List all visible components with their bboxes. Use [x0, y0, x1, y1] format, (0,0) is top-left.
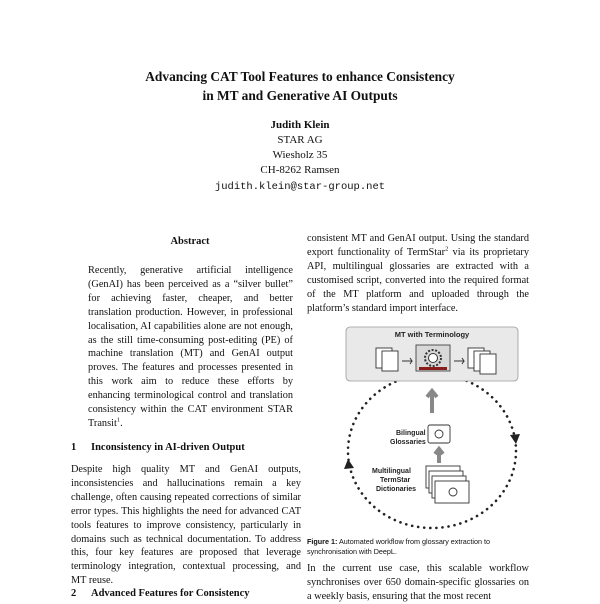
author-affiliation: STAR AG [277, 134, 323, 146]
right-paragraph-1 [307, 232, 529, 315]
title-line-1: Advancing CAT Tool Features to enhance Consistency [145, 69, 455, 84]
abstract-heading: Abstract [170, 236, 210, 247]
workflow-figure [332, 323, 532, 533]
abstract-body [88, 264, 293, 431]
mt-terminology-label: MT with Terminology [394, 330, 470, 339]
document-stack-icon [376, 348, 398, 371]
dictionary-stack-icon [426, 466, 469, 503]
figure-caption [307, 537, 532, 556]
paper-title [0, 67, 600, 105]
abstract-text: Recently, generative artificial intelligence (GenAI) has been perceived as a “silver bullet” for achieving faster, cheaper, and better translation production. However, in professional localisation, AI capabilities alone are not enough, as the still time-consuming post-editing (PE) of machine translation (MT) and GenAI output proves. The features and processes presented in this work aim to reduce these efforts by enhancing terminological control and translation consistency within the CAT environment STAR Transit [88, 265, 293, 429]
dictionary-label-1: Multilingual [372, 468, 411, 475]
author-block [0, 118, 600, 195]
dictionary-label-2: TermStar [380, 477, 411, 484]
dictionary-label-3: Dictionaries [376, 486, 417, 493]
figure-caption-text: Automated workflow from glossary extraction to synchronisation with DeepL. [307, 537, 490, 556]
author-email[interactable]: judith.klein@star-group.net [214, 181, 386, 193]
section-1-body: Despite high quality MT and GenAI outputs, inconsistencies and hallucinations remain a key challenge, often causing repeated corrections of similar error types. This highlights the need for advanced CAT tools features to improve consistency, particularly in domains such as technical documentation. To address this, four key features are proposed that leverage terminology integration, contextual processing, and MT reuse. [71, 464, 301, 587]
section-1-title: Inconsistency in AI-driven Output [91, 442, 245, 453]
section-1-number: 1 [71, 442, 77, 453]
mt-engine-accent [419, 367, 447, 370]
footnote-marker-2: 2 [445, 245, 449, 253]
section-1-heading [71, 441, 301, 455]
author-name: Judith Klein [270, 119, 330, 131]
glossary-label-2: Glossaries [390, 439, 426, 446]
section-2-title: Advanced Features for Consistency [91, 588, 250, 599]
author-street: Wiesholz 35 [272, 149, 328, 161]
footnote-marker-1: 1 [116, 416, 121, 424]
up-arrow-icon-2 [435, 449, 443, 463]
author-city: CH-8262 Ramsen [260, 164, 340, 176]
up-arrow-icon [427, 391, 437, 413]
glossary-icon [428, 425, 450, 443]
right-paragraph-1-a: consistent MT and GenAI output. Using the standard export functionality of TermStar [307, 233, 529, 258]
section-2-heading [71, 587, 301, 601]
right-paragraph-2: In the current use case, this scalable workflow synchronises over 650 domain-specific glossaries on a weekly basis, ensuring that the most recent [307, 563, 529, 602]
figure-caption-label: Figure 1: [307, 537, 338, 546]
title-line-2: in MT and Generative AI Outputs [202, 88, 398, 103]
abstract-text-end: . [120, 417, 123, 429]
right-paragraph-1-b: via its proprietary API, multilingual glossaries are extracted with a customised script, converted into the required format of the MT platform and uploaded through the platform’s standard import interface. [307, 246, 530, 314]
section-2-number: 2 [71, 588, 77, 599]
glossary-label-1: Bilingual [396, 430, 426, 437]
